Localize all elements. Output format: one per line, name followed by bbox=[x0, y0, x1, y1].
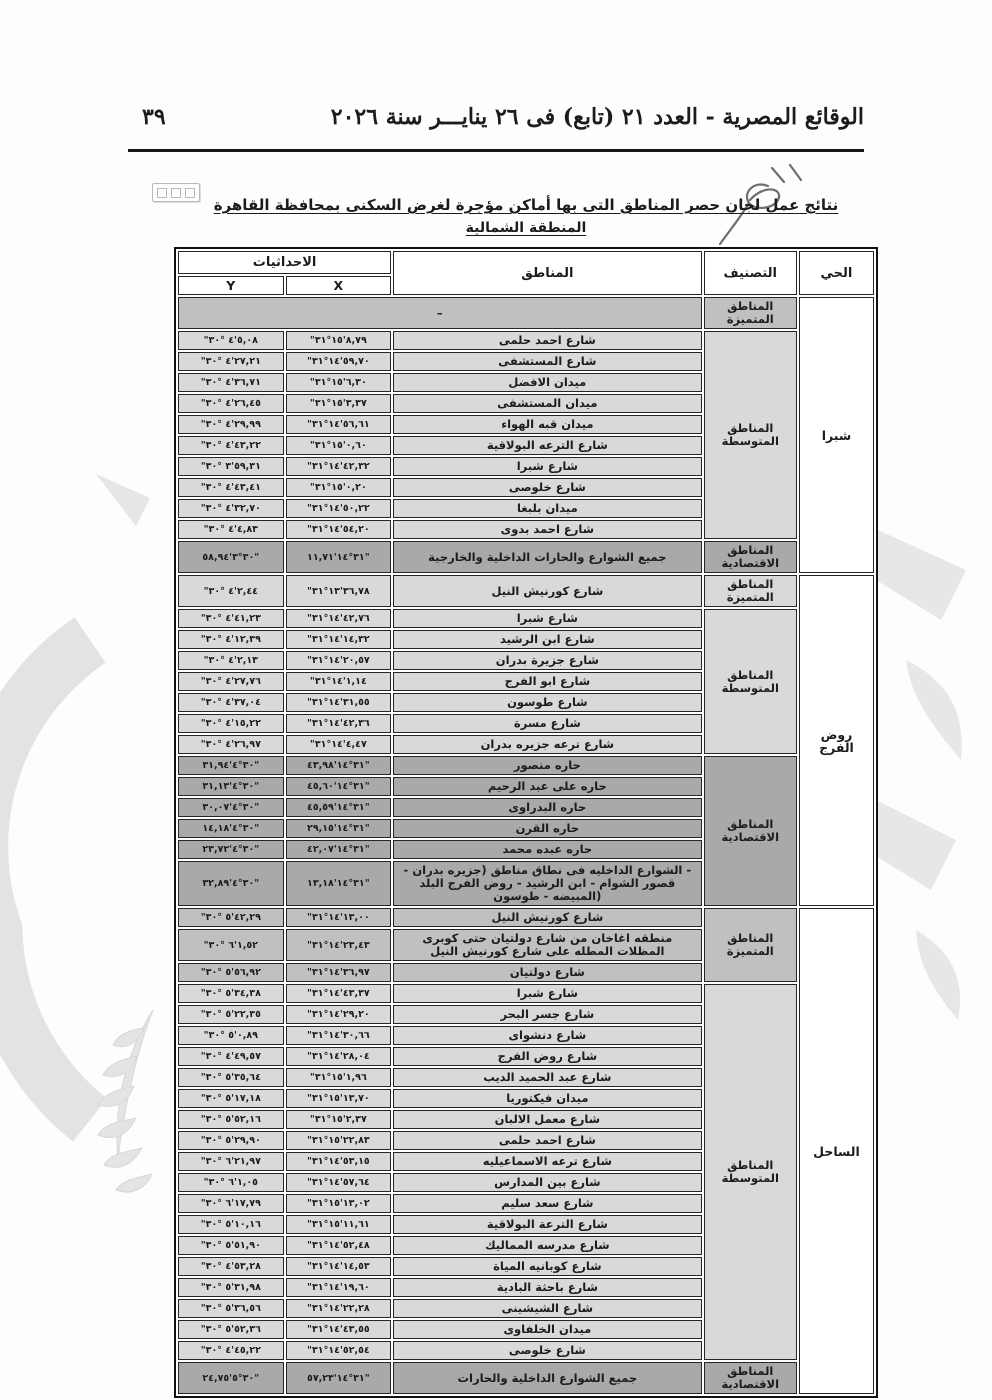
area-cell: شارع ترعه جزيره بدران bbox=[393, 735, 701, 754]
coord-x-cell: ٣١°١٤'٥٧,٢٣" bbox=[286, 1362, 392, 1394]
coord-y-cell: "٢,٤٤'٤ °٣٠ bbox=[178, 575, 284, 607]
table-row bbox=[178, 297, 874, 329]
area-cell: ميدان المستشفى bbox=[393, 394, 701, 413]
area-cell: حاره عبده محمد bbox=[393, 840, 701, 859]
coord-y-cell: ٣٠°٤'٣١,٩٤" bbox=[178, 756, 284, 775]
coord-x-cell: "١٣,٠٢'١٥°٣١ bbox=[286, 1194, 392, 1213]
classification-cell: المناطق المتميزة bbox=[704, 575, 797, 607]
coord-y-cell: "٢٩,٩٩'٤ °٣٠ bbox=[178, 415, 284, 434]
area-cell: شارع ابن الرشيد bbox=[393, 630, 701, 649]
area-cell: شارع مدرسه المماليك bbox=[393, 1236, 701, 1255]
laurel-branch-watermark bbox=[58, 990, 188, 1210]
area-cell: شارع احمد حلمى bbox=[393, 331, 701, 350]
coord-y-cell: "٢٧,٢١'٤ °٣٠ bbox=[178, 352, 284, 371]
coord-y-cell: "١٥,٢٢'٤ °٣٠ bbox=[178, 714, 284, 733]
area-cell: حاره البدراوى bbox=[393, 798, 701, 817]
area-cell: شارع دولتيان bbox=[393, 963, 701, 982]
col-header-areas: المناطق bbox=[393, 251, 701, 295]
coord-y-cell: ٣٠°٤'٢٣,٧٢" bbox=[178, 840, 284, 859]
header-divider bbox=[128, 149, 864, 152]
coord-y-cell: "٣٧,٠٤'٤ °٣٠ bbox=[178, 693, 284, 712]
doc-subtitle: المنطقة الشمالية bbox=[465, 220, 587, 236]
area-cell: جميع الشوارع والحارات الداخلية والخارجية bbox=[393, 541, 701, 573]
district-cell: شبرا bbox=[799, 297, 874, 573]
coord-x-cell: "٥٣,١٥'١٤°٣١ bbox=[286, 1152, 392, 1171]
col-header-coordinates: الاحداثيات bbox=[178, 251, 391, 274]
page-header bbox=[128, 104, 864, 130]
area-cell: شارع روض الفرج bbox=[393, 1047, 701, 1066]
classification-cell: المناطق المتميزة bbox=[704, 908, 797, 982]
coord-x-cell: "١,٩٦'١٥°٣١ bbox=[286, 1068, 392, 1087]
coord-x-cell: "٢٠,٥٧'١٤°٣١ bbox=[286, 651, 392, 670]
area-cell: شارع احمد حلمى bbox=[393, 1131, 701, 1150]
coord-y-cell: "٥٣,٢٨'٤ °٣٠ bbox=[178, 1257, 284, 1276]
coord-x-cell: ٣١°١٤'٤٥,٦٠" bbox=[286, 777, 392, 796]
area-cell: حاره منصور bbox=[393, 756, 701, 775]
area-cell: شارع خلوصى bbox=[393, 1341, 701, 1360]
area-cell: حاره القرن bbox=[393, 819, 701, 838]
coord-y-cell: "٤٣,٤١'٤ °٣٠ bbox=[178, 478, 284, 497]
coord-x-cell: ٣١°١٤'١٣,١٨" bbox=[286, 861, 392, 906]
area-cell: شارع شبرا bbox=[393, 984, 701, 1003]
coord-y-cell: "٣٦,٧١'٤ °٣٠ bbox=[178, 373, 284, 392]
area-cell: شارع كوبانيه المياة bbox=[393, 1257, 701, 1276]
coord-y-cell: "٣١,٩٨'٥ °٣٠ bbox=[178, 1278, 284, 1297]
coord-y-cell: "٥٢,٣٦'٥ °٣٠ bbox=[178, 1320, 284, 1339]
coord-x-cell: "٥٩,٧٠'١٤°٣١ bbox=[286, 352, 392, 371]
coord-y-cell: ٣٠°٤'٣٢,٨٩" bbox=[178, 861, 284, 906]
coord-x-cell: "٦,٣٠'١٥°٣١ bbox=[286, 373, 392, 392]
coord-y-cell: "٠,٨٩'٥ °٣٠ bbox=[178, 1026, 284, 1045]
classification-cell: المناطق المتوسطة bbox=[704, 984, 797, 1360]
coord-x-cell: ٣١°١٤'٤٢,٠٧" bbox=[286, 840, 392, 859]
coord-x-cell: "٤٣,٣٧'١٤°٣١ bbox=[286, 984, 392, 1003]
coord-x-cell: ٣١°١٤'٤٥,٥٩" bbox=[286, 798, 392, 817]
coord-y-cell: ٣٠°٥'٢٤,٧٥" bbox=[178, 1362, 284, 1394]
coord-x-cell: "١١,٦١'١٥°٣١ bbox=[286, 1215, 392, 1234]
area-cell: جميع الشوارع الداخلية والحارات bbox=[393, 1362, 701, 1394]
coord-x-cell: "١٤,٣٢'١٤°٣١ bbox=[286, 630, 392, 649]
coord-x-cell: "١,١٤'١٤°٣١ bbox=[286, 672, 392, 691]
area-cell: شارع الشيشينى bbox=[393, 1299, 701, 1318]
coord-y-cell: ٣٠°٤'١٤,١٨" bbox=[178, 819, 284, 838]
coord-x-cell: "١٣,٧٠'١٥°٣١ bbox=[286, 1089, 392, 1108]
coord-x-cell: "١٣,٠٠'١٤°٣١ bbox=[286, 908, 392, 927]
coord-x-cell: "٣,٣٧'١٥°٣١ bbox=[286, 394, 392, 413]
area-cell: ميدان بلبغا bbox=[393, 499, 701, 518]
coord-x-cell: ٣١°١٤'١١,٧١" bbox=[286, 541, 392, 573]
area-cell: شارع ابو الفرج bbox=[393, 672, 701, 691]
col-header-classification: التصنيف bbox=[704, 251, 797, 295]
coord-x-cell: ٣١°١٤'٤٣,٩٨" bbox=[286, 756, 392, 775]
area-cell: – bbox=[178, 297, 702, 329]
coord-y-cell: "١,٠٥'٦ °٣٠ bbox=[178, 1173, 284, 1192]
coord-y-cell: ٣٠°٤'٣٠,٠٧" bbox=[178, 798, 284, 817]
coord-x-cell: "٥٠,٢٢'١٤°٣١ bbox=[286, 499, 392, 518]
coord-y-cell: "٢١,٩٧'٦ °٣٠ bbox=[178, 1152, 284, 1171]
district-cell: الساحل bbox=[799, 908, 874, 1394]
doc-title: نتائج عمل لجان حصر المناطق التى بها أماكن مؤجرة لغرض السكنى بمحافظة القاهرة bbox=[213, 196, 839, 214]
classification-cell: المناطق الاقتصادية bbox=[704, 1362, 797, 1394]
coord-y-cell: "١٠,١٦'٥ °٣٠ bbox=[178, 1215, 284, 1234]
coord-x-cell: "٢٩,٢٠'١٤°٣١ bbox=[286, 1005, 392, 1024]
coord-x-cell: "٥٧,٦٤'١٤°٣١ bbox=[286, 1173, 392, 1192]
table-row bbox=[178, 331, 874, 350]
coord-x-cell: "١٤,٥٣'١٤°٣١ bbox=[286, 1257, 392, 1276]
chevron-watermark-top bbox=[88, 468, 158, 538]
coord-y-cell: "٢٧,٧٦'٤ °٣٠ bbox=[178, 672, 284, 691]
coord-y-cell: ٣٠°٤'٣١,١٣" bbox=[178, 777, 284, 796]
coord-x-cell: "٢٢,٢٨'١٤°٣١ bbox=[286, 1299, 392, 1318]
area-cell: شارع بين المدارس bbox=[393, 1173, 701, 1192]
coord-x-cell: "٠,٦٠'١٥°٣١ bbox=[286, 436, 392, 455]
area-cell: شارع شبرا bbox=[393, 609, 701, 628]
area-cell: شارع شبرا bbox=[393, 457, 701, 476]
coord-y-cell: "٤٥,٢٢'٤ °٣٠ bbox=[178, 1341, 284, 1360]
district-cell: روض الفرج bbox=[799, 575, 874, 906]
coord-x-cell: "٨,٧٩'١٥°٣١ bbox=[286, 331, 392, 350]
page-number: ٣٩ bbox=[142, 104, 166, 130]
coord-x-cell: "٢٢,٨٣'١٥°٣١ bbox=[286, 1131, 392, 1150]
coord-x-cell: "٥٢,٤٨'١٤°٣١ bbox=[286, 1236, 392, 1255]
area-cell: شارع دنشواى bbox=[393, 1026, 701, 1045]
coord-y-cell: "٤٩,٥٧'٤ °٣٠ bbox=[178, 1047, 284, 1066]
area-cell: شارع جسر البحر bbox=[393, 1005, 701, 1024]
coord-y-cell: "٢٦,٩٧'٤ °٣٠ bbox=[178, 735, 284, 754]
area-cell: شارع باحثة البادية bbox=[393, 1278, 701, 1297]
area-cell: حاره على عبد الرحيم bbox=[393, 777, 701, 796]
coord-x-cell: "٤,٤٧'١٤°٣١ bbox=[286, 735, 392, 754]
coord-y-cell: "٣٤,٣٨'٥ °٣٠ bbox=[178, 984, 284, 1003]
table-row bbox=[178, 609, 874, 628]
coord-x-cell: "٤٣,٥٥'١٤°٣١ bbox=[286, 1320, 392, 1339]
classification-cell: المناطق المتوسطة bbox=[704, 609, 797, 754]
coord-y-cell: "٢٦,٤٥'٤ °٣٠ bbox=[178, 394, 284, 413]
table-row bbox=[178, 541, 874, 573]
area-cell: شارع الترعة البولاقية bbox=[393, 1215, 701, 1234]
areas-table-wrap bbox=[174, 247, 878, 1398]
coord-x-cell: "٤٢,٣٢'١٤°٣١ bbox=[286, 457, 392, 476]
table-row bbox=[178, 908, 874, 927]
coord-y-cell: "٢,١٣'٤ °٣٠ bbox=[178, 651, 284, 670]
table-row bbox=[178, 756, 874, 775]
areas-table-body bbox=[178, 297, 874, 1394]
coord-y-cell: "١,٥٢'٦ °٣٠ bbox=[178, 929, 284, 961]
area-cell: شارع الترعه البولاقية bbox=[393, 436, 701, 455]
coord-x-cell: "١٩,٦٠'١٤°٣١ bbox=[286, 1278, 392, 1297]
table-row bbox=[178, 984, 874, 1003]
coord-y-cell: "٥,٠٨'٤ °٣٠ bbox=[178, 331, 284, 350]
coord-y-cell: "١٧,١٨'٥ °٣٠ bbox=[178, 1089, 284, 1108]
coord-y-cell: "٥٦,٩٢'٥ °٣٠ bbox=[178, 963, 284, 982]
table-row bbox=[178, 575, 874, 607]
coord-x-cell: "٣٠,٦٦'١٤°٣١ bbox=[286, 1026, 392, 1045]
area-cell: شارع كورنيش النيل bbox=[393, 908, 701, 927]
gazette-title: الوقائع المصرية - العدد ٢١ (تابع) فى ٢٦ ينايـــر سنة ٢٠٢٦ bbox=[330, 104, 864, 130]
areas-table bbox=[176, 249, 876, 1396]
area-cell: شارع جزيرة بدران bbox=[393, 651, 701, 670]
area-cell: ميدان الخلفاوى bbox=[393, 1320, 701, 1339]
coord-y-cell: "٥٢,١٦'٥ °٣٠ bbox=[178, 1110, 284, 1129]
coord-y-cell: "٣٥,٦٤'٥ °٣٠ bbox=[178, 1068, 284, 1087]
area-cell: ميدان قبه الهواء bbox=[393, 415, 701, 434]
coord-y-cell: "٤١,٢٣'٤ °٣٠ bbox=[178, 609, 284, 628]
area-cell: شارع عبد الحميد الديب bbox=[393, 1068, 701, 1087]
table-row bbox=[178, 1362, 874, 1394]
area-cell: منطقه اغاخان من شارع دولتيان حتى كوبرى المظلات المطله على شارع كورنيش النيل bbox=[393, 929, 701, 961]
coord-x-cell: "٥٤,٢٠'١٤°٣١ bbox=[286, 520, 392, 539]
coord-x-cell: "٥٢,٥٤'١٤°٣١ bbox=[286, 1341, 392, 1360]
area-cell: شارع خلوصى bbox=[393, 478, 701, 497]
coord-x-cell: "٢,٣٧'١٥°٣١ bbox=[286, 1110, 392, 1129]
table-header-row-1 bbox=[178, 251, 874, 274]
col-header-y: Y bbox=[178, 276, 284, 295]
coord-x-cell: "٢٨,٠٤'١٤°٣١ bbox=[286, 1047, 392, 1066]
coord-y-cell: "٣٢,٧٠'٤ °٣٠ bbox=[178, 499, 284, 518]
coord-x-cell: "٥٦,٦١'١٤°٣١ bbox=[286, 415, 392, 434]
col-header-district: الحي bbox=[799, 251, 874, 295]
coord-y-cell: "٥٩,٣١'٣ °٣٠ bbox=[178, 457, 284, 476]
coord-y-cell: "٤٢,٢٩'٥ °٣٠ bbox=[178, 908, 284, 927]
coord-x-cell: "٠,٢٠'١٥°٣١ bbox=[286, 478, 392, 497]
classification-cell: المناطق الاقتصادية bbox=[704, 541, 797, 573]
area-cell: شارع كورنيش النيل bbox=[393, 575, 701, 607]
coord-y-cell: "٢٢,٣٥'٥ °٣٠ bbox=[178, 1005, 284, 1024]
coord-x-cell: "٢٣,٤٣'١٤°٣١ bbox=[286, 929, 392, 961]
coord-x-cell: ٣١°١٤'٢٩,١٥" bbox=[286, 819, 392, 838]
area-cell: ميدان الافضل bbox=[393, 373, 701, 392]
area-cell: شارع المستشفى bbox=[393, 352, 701, 371]
area-cell: شارع مسرة bbox=[393, 714, 701, 733]
area-cell: شارع ترعه الاسماعيليه bbox=[393, 1152, 701, 1171]
coord-y-cell: ٣٠°٣'٥٨,٩٤" bbox=[178, 541, 284, 573]
coord-y-cell: "١٢,٣٩'٤ °٣٠ bbox=[178, 630, 284, 649]
coord-x-cell: "٣٦,٩٧'١٤°٣١ bbox=[286, 963, 392, 982]
coord-y-cell: "٣٦,٥٦'٥ °٣٠ bbox=[178, 1299, 284, 1318]
coord-x-cell: "٣١,٥٥'١٤°٣١ bbox=[286, 693, 392, 712]
coord-y-cell: "١٧,٧٩'٦ °٣٠ bbox=[178, 1194, 284, 1213]
area-cell: - الشوارع الداخليه فى نطاق مناطق (جزيره بدران - قصور الشوام - ابن الرشيد - روض الفرج البلد (المبيضه - طوسون bbox=[393, 861, 701, 906]
classification-cell: المناطق الاقتصادية bbox=[704, 756, 797, 906]
area-cell: شارع سعد سليم bbox=[393, 1194, 701, 1213]
coord-y-cell: "٢٩,٩٠'٥ °٣٠ bbox=[178, 1131, 284, 1150]
area-cell: ميدان فيكتوريا bbox=[393, 1089, 701, 1108]
classification-cell: المناطق المتوسطة bbox=[704, 331, 797, 539]
coord-y-cell: "٥١,٩٠'٥ °٣٠ bbox=[178, 1236, 284, 1255]
coord-x-cell: "٤٢,٣٦'١٤°٣١ bbox=[286, 714, 392, 733]
area-cell: شارع معمل الالبان bbox=[393, 1110, 701, 1129]
area-cell: شارع طوسون bbox=[393, 693, 701, 712]
area-cell: شارع احمد بدوى bbox=[393, 520, 701, 539]
coord-x-cell: "٤٢,٧٦'١٤°٣١ bbox=[286, 609, 392, 628]
col-header-x: X bbox=[286, 276, 392, 295]
coord-x-cell: "٣٦,٧٨'١٣°٣١ bbox=[286, 575, 392, 607]
coord-y-cell: "٤,٨٣'٤ °٣٠ bbox=[178, 520, 284, 539]
classification-cell: المناطق المتميزة bbox=[704, 297, 797, 329]
coord-y-cell: "٤٣,٢٢'٤ °٣٠ bbox=[178, 436, 284, 455]
